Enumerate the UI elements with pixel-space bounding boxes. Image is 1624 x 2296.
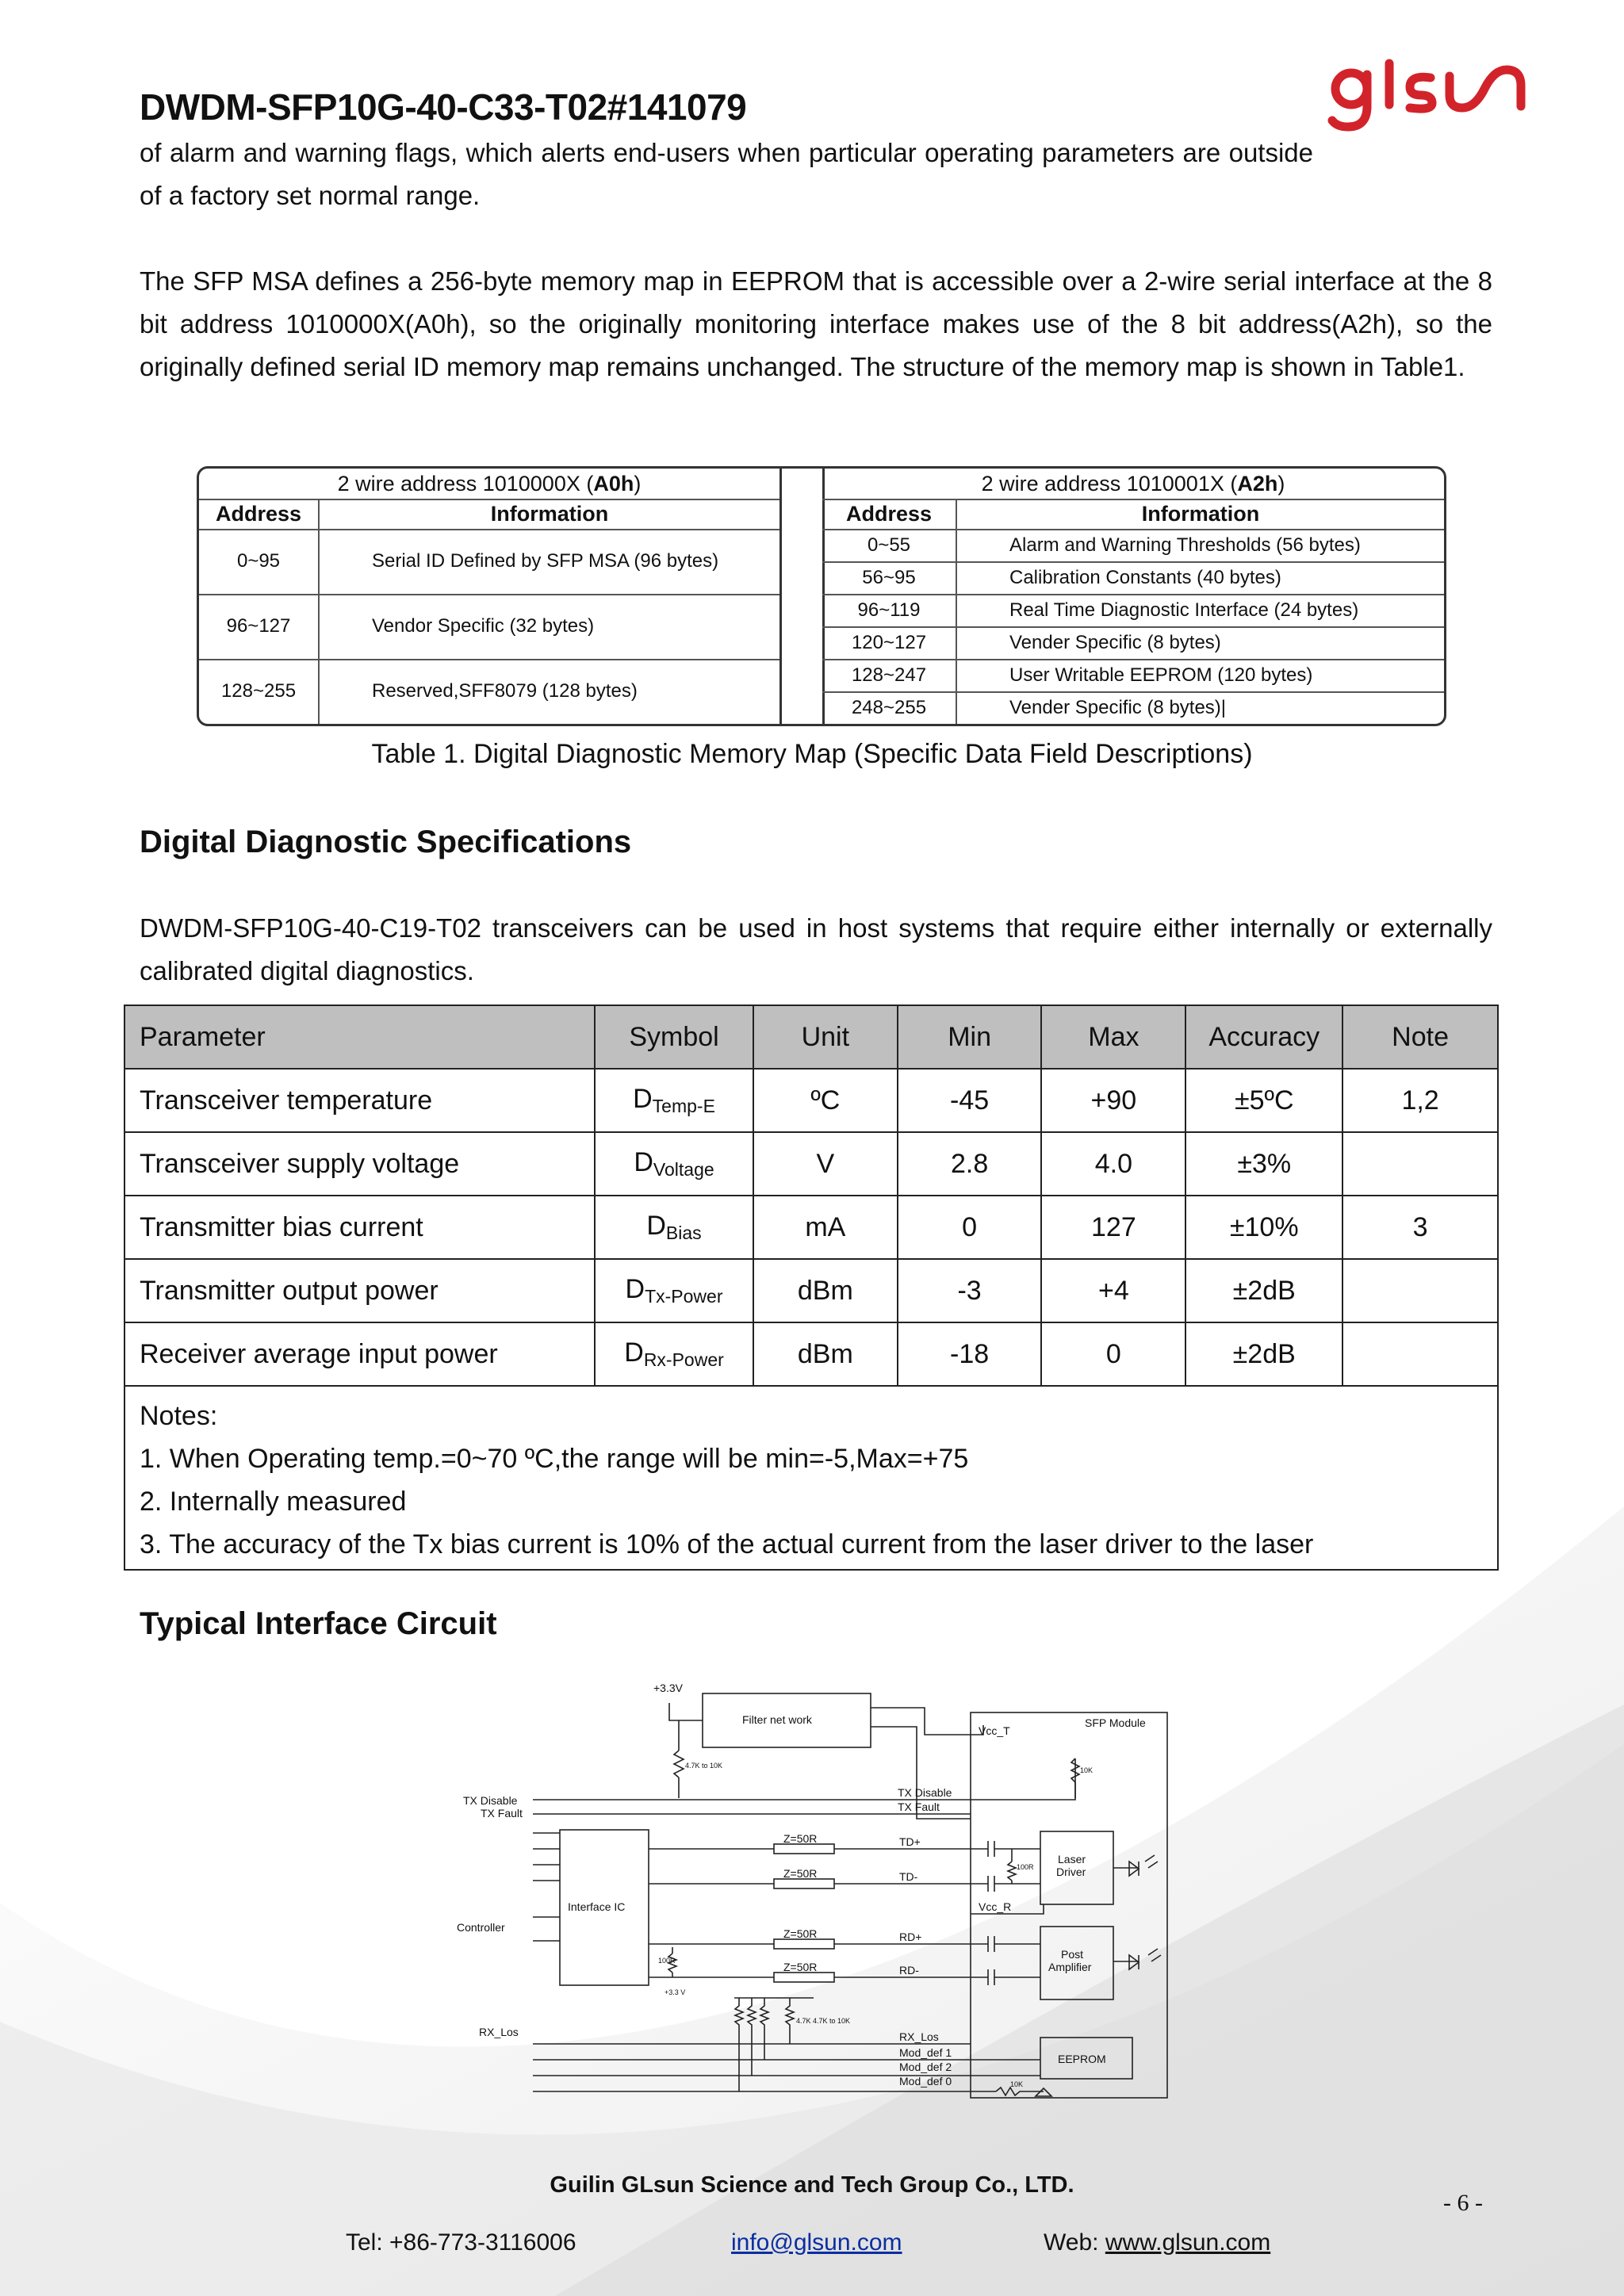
- a0-row: 128~255 Reserved,SFF8079 (128 bytes): [199, 659, 779, 724]
- table-row: Transmitter output power $D_{Tx-Power}$ dBm -3 +4 ±2dB: [124, 1259, 1498, 1322]
- memory-map-table: [197, 466, 1446, 726]
- resistor-10k-label: 10K: [1080, 1766, 1094, 1774]
- a2-row: 96~119 Real Time Diagnostic Interface (24 bytes): [822, 594, 1444, 628]
- header-accuracy: Accuracy: [1185, 1005, 1342, 1069]
- footer-web-link[interactable]: www.glsun.com: [1105, 2229, 1271, 2256]
- header-symbol: Symbol: [595, 1005, 753, 1069]
- a2-row: 56~95 Calibration Constants (40 bytes): [822, 561, 1444, 595]
- tx-fault-module-label: TX Fault: [898, 1800, 940, 1813]
- td-minus-label: TD-: [899, 1870, 918, 1883]
- vcc-t-label: Vcc_T: [979, 1724, 1010, 1737]
- filter-network-label: Filter net work: [742, 1713, 812, 1726]
- tx-disable-label: TX Disable: [463, 1794, 518, 1807]
- mod-def2-label: Mod_def 2: [899, 2061, 952, 2073]
- a2-row: 0~55 Alarm and Warning Thresholds (56 bytes): [822, 529, 1444, 563]
- eeprom-label: EEPROM: [1058, 2053, 1106, 2065]
- table-row: Receiver average input power $D_{Rx-Power}$ dBm -18 0 ±2dB: [124, 1322, 1498, 1386]
- table-caption: Table 1. Digital Diagnostic Memory Map (Specific Data Field Descriptions): [371, 739, 1253, 769]
- mod-def1-label: Mod_def 1: [899, 2046, 952, 2059]
- header-parameter: Parameter: [124, 1005, 595, 1069]
- memory-map-paragraph: The SFP MSA defines a 256-byte memory map in EEPROM that is accessible over a 2-wire serial interface at the 8 bit address 1010000X(A0h), so the originally monitoring interface makes use of the 8 bit address(A2h), so the originally defined serial ID memory map remains unchanged. The structure of the memory map is shown in Table1.: [140, 266, 1492, 381]
- header-unit: Unit: [753, 1005, 898, 1069]
- table-header-row: [124, 1005, 1498, 1069]
- table-notes: Notes: 1. When Operating temp.=0~70 ºC,the range will be min=-5,Max=+75 2. Internally measured 3. The accuracy of the Tx bias current is 10% of the actual current from the laser driver to the laser: [124, 1386, 1498, 1570]
- supply-label: +3.3V: [653, 1682, 683, 1694]
- impedance-label: Z=50R: [783, 1867, 818, 1880]
- footer-tel: Tel: +86-773-3116006: [346, 2229, 576, 2256]
- resistor-100r-rx-label: 100R: [658, 1957, 676, 1965]
- rx-los-module-label: RX_Los: [899, 2030, 939, 2043]
- pullup-resistor-label: 4.7K to 10K: [685, 1762, 723, 1770]
- tx-fault-label: TX Fault: [481, 1807, 523, 1820]
- tx-disable-module-label: TX Disable: [898, 1786, 952, 1799]
- interface-circuit-diagram: [441, 1679, 1170, 2099]
- a2-row: 128~247 User Writable EEPROM (120 bytes): [822, 659, 1444, 693]
- notes-row: [124, 1386, 1498, 1570]
- a2-header-row: Address Information: [822, 499, 1444, 530]
- a2-row: 120~127 Vender Specific (8 bytes): [822, 626, 1444, 660]
- memory-map-a0: [199, 469, 779, 724]
- footer-web: Web: www.glsun.com: [1044, 2229, 1271, 2256]
- resistor-100r-tx-label: 100R: [1017, 1863, 1034, 1871]
- diagnostics-section-title: Digital Diagnostic Specifications: [140, 825, 632, 859]
- post-amplifier-label: Amplifier: [1048, 1961, 1092, 1973]
- sfp-module-label: SFP Module: [1085, 1716, 1146, 1729]
- rd-minus-label: RD-: [899, 1964, 919, 1976]
- a0-row: 96~127 Vendor Specific (32 bytes): [199, 594, 779, 660]
- circuit-section-title: Typical Interface Circuit: [140, 1606, 497, 1641]
- diagnostics-paragraph: DWDM-SFP10G-40-C19-T02 transceivers can be used in host systems that require either internally or externally calibrated digital diagnostics.: [140, 913, 1492, 985]
- post-amplifier-label: Post: [1061, 1948, 1084, 1961]
- memory-map-a2: [822, 469, 1444, 724]
- laser-driver-label: Driver: [1056, 1866, 1086, 1878]
- interface-ic-label: Interface IC: [568, 1900, 626, 1913]
- table-row: Transmitter bias current $D_{Bias}$ mA 0 127 ±10% 3: [124, 1196, 1498, 1259]
- header-min: Min: [898, 1005, 1042, 1069]
- mod-def0-label: Mod_def 0: [899, 2075, 952, 2087]
- a0-header-row: Address Information: [199, 499, 779, 530]
- table-row: Transceiver temperature $D_{Temp-E}$ ºC -45 +90 ±5ºC 1,2: [124, 1069, 1498, 1132]
- a0-row: 0~95 Serial ID Defined by SFP MSA (96 bytes): [199, 529, 779, 595]
- rx-los-label: RX_Los: [479, 2026, 519, 2038]
- impedance-label: Z=50R: [783, 1961, 818, 1973]
- a0-caption: 2 wire address 1010000X ( A0h ): [199, 469, 779, 500]
- document-title: DWDM-SFP10G-40-C33-T02#141079: [140, 86, 747, 128]
- impedance-label: Z=50R: [783, 1832, 818, 1845]
- diagnostics-table: [124, 1004, 1499, 1571]
- header-max: Max: [1041, 1005, 1185, 1069]
- table-row: Transceiver supply voltage $D_{Voltage}$ V 2.8 4.0 ±3%: [124, 1132, 1498, 1196]
- v33-label: +3.3 V: [665, 1988, 686, 1996]
- impedance-label: Z=50R: [783, 1927, 818, 1940]
- footer-company: Guilin GLsun Science and Tech Group Co., LTD.: [550, 2172, 1074, 2198]
- pullup-bank-label: 4.7K 4.7K to 10K: [796, 2017, 851, 2025]
- a2-row: 248~255 Vender Specific (8 bytes)|: [822, 691, 1444, 724]
- controller-label: Controller: [457, 1921, 505, 1934]
- vcc-r-label: Vcc_R: [979, 1900, 1012, 1913]
- td-plus-label: TD+: [899, 1835, 921, 1848]
- intro-continuation: of alarm and warning flags, which alerts end-users when particular operating parameters are outside of a factory set normal range.: [140, 138, 1313, 210]
- footer-email-link[interactable]: info@glsun.com: [731, 2229, 902, 2256]
- header-note: Note: [1342, 1005, 1498, 1069]
- glsun-logo: [1326, 57, 1532, 136]
- a2-caption: 2 wire address 1010001X ( A2h ): [822, 469, 1444, 500]
- rd-plus-label: RD+: [899, 1931, 922, 1943]
- page-number: - 6 -: [1443, 2190, 1483, 2216]
- laser-driver-label: Laser: [1058, 1853, 1086, 1866]
- resistor-bottom-label: 10K: [1010, 2080, 1024, 2088]
